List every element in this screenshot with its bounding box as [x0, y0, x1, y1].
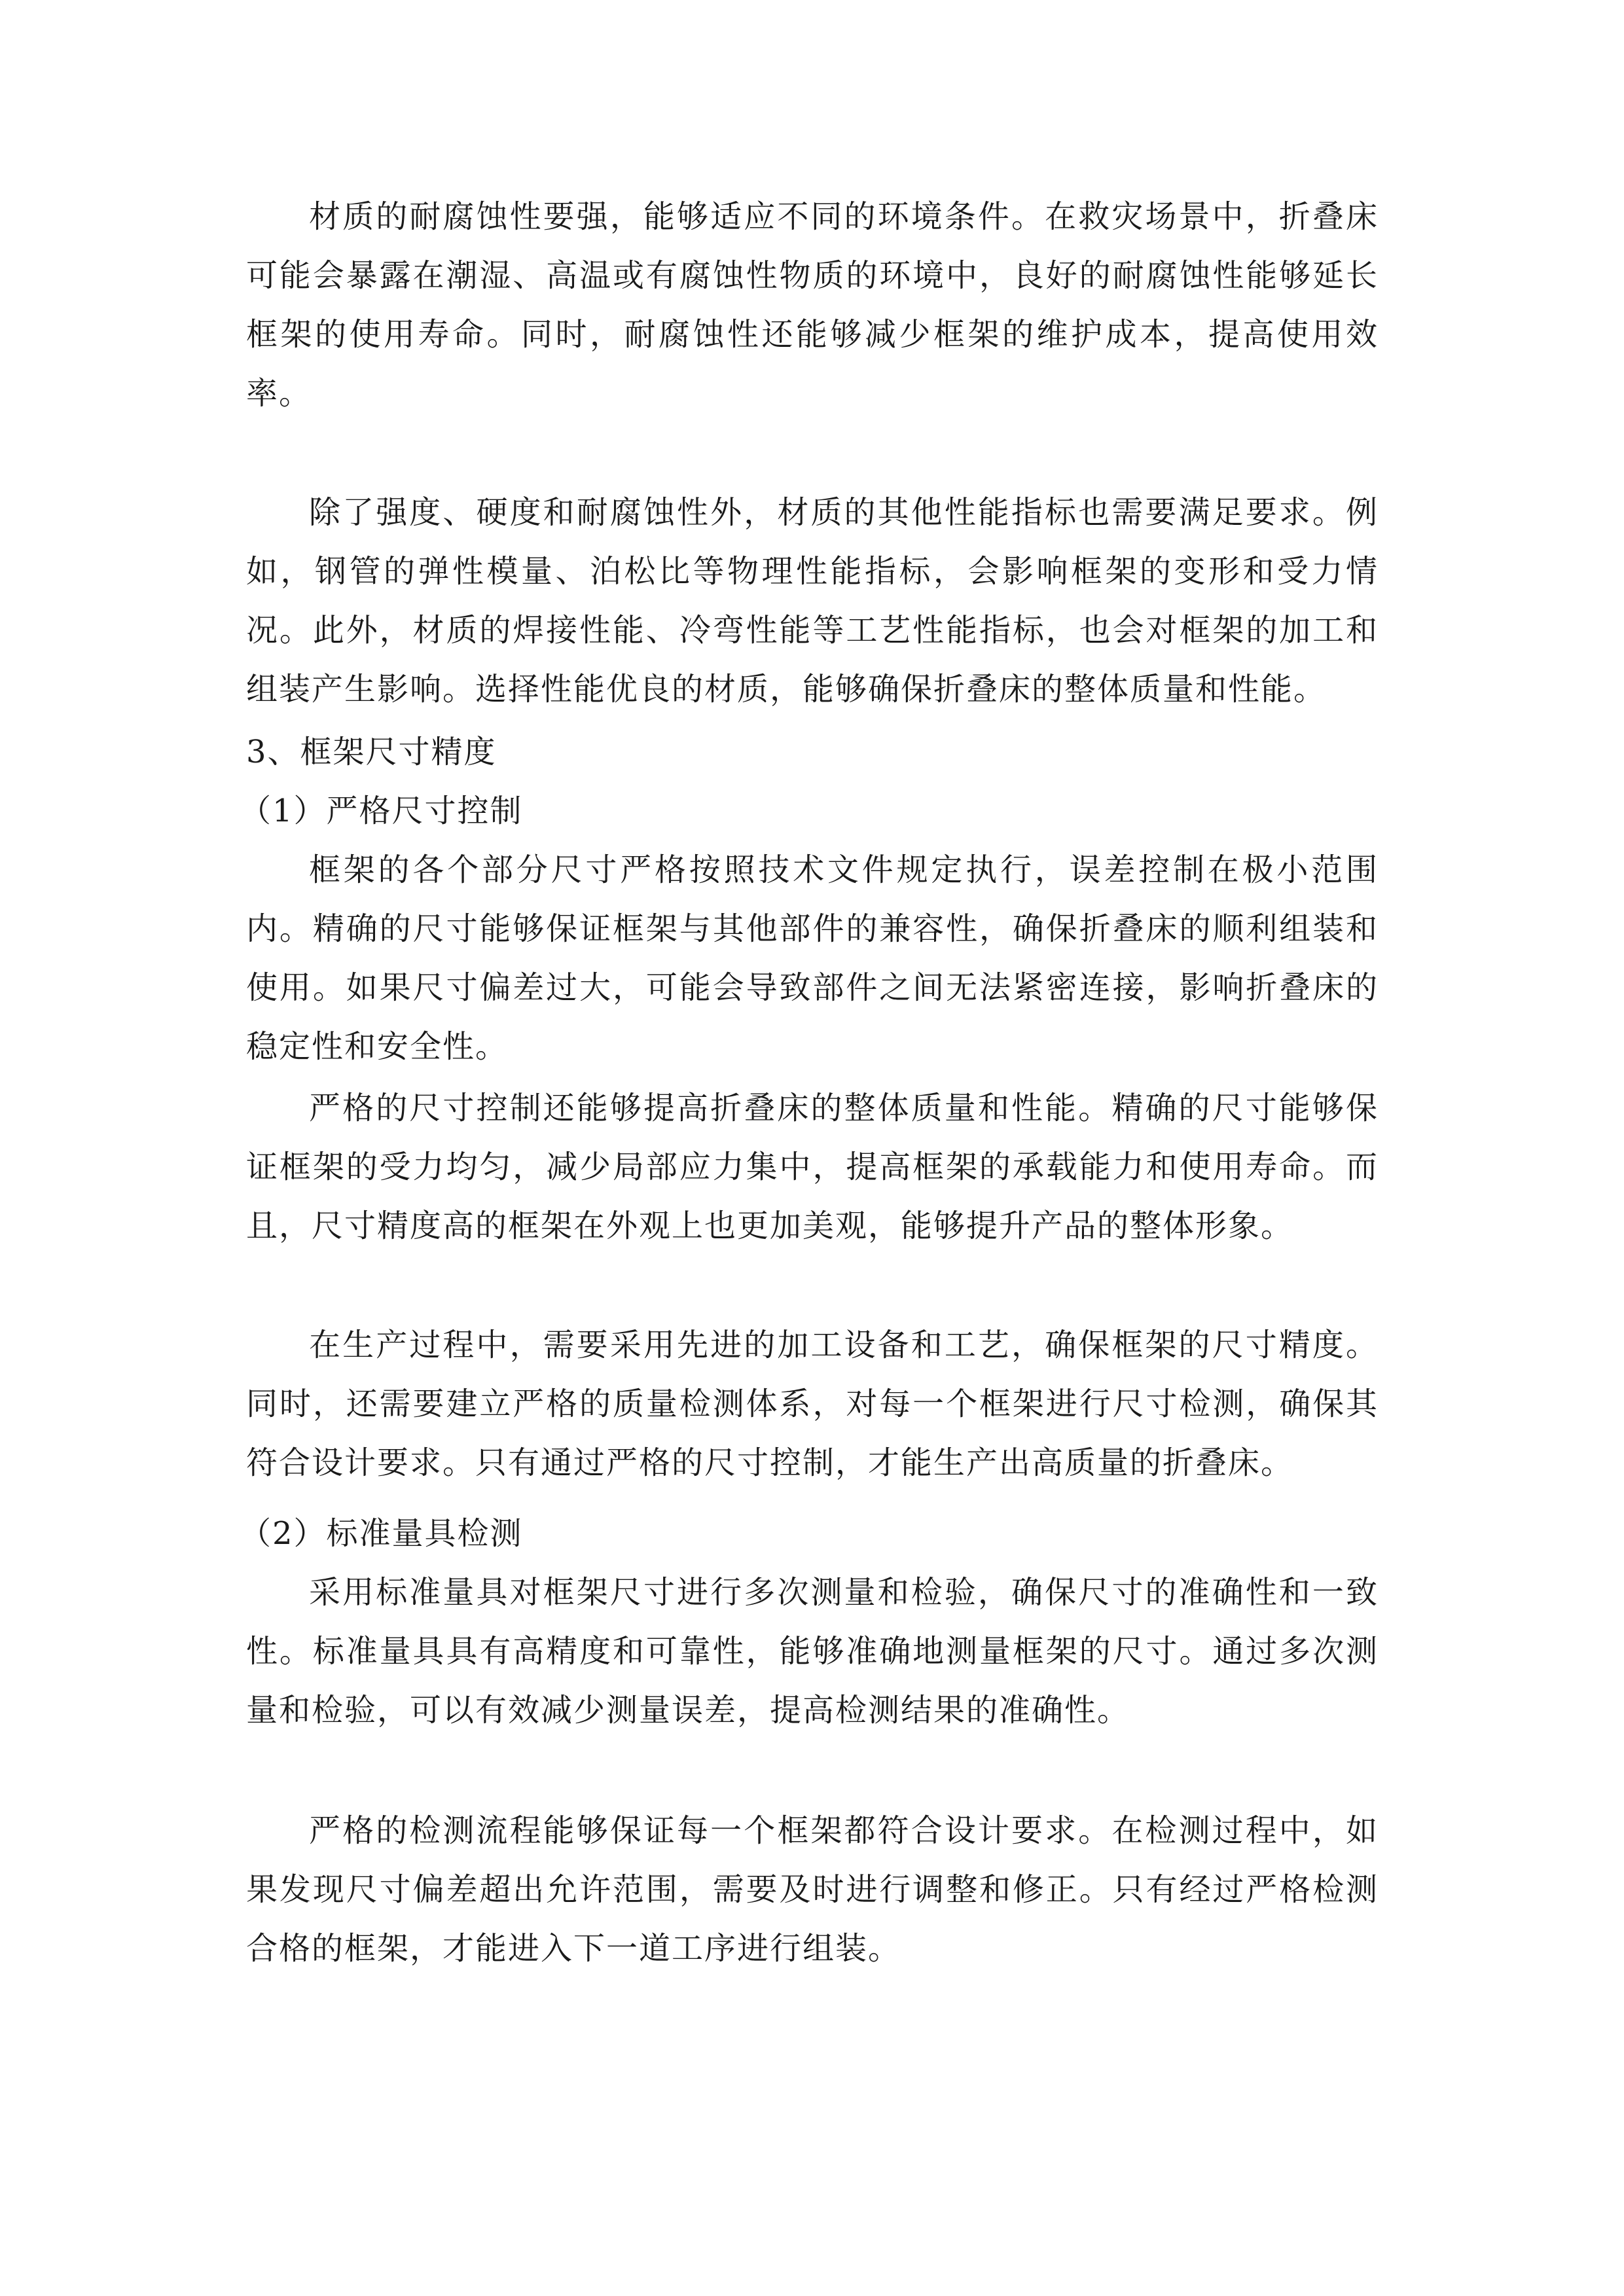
paragraph-dimension-quality: 严格的尺寸控制还能够提高折叠床的整体质量和性能。精确的尺寸能够保证框架的受力均匀，减少局部应力集中，提高框架的承载能力和使用寿命。而且，尺寸精度高的框架在外观上也更加美观，能够提升产品的整体形象。 — [246, 1090, 1379, 1244]
paragraph-standard-gauge: 采用标准量具对框架尺寸进行多次测量和检验，确保尺寸的准确性和一致性。标准量具具有高精度和可靠性，能够准确地测量框架的尺寸。通过多次测量和检验，可以有效减少测量误差，提高检测结果的准确性。 — [246, 1574, 1379, 1729]
paragraph-inspection-process: 严格的检测流程能够保证每一个框架都符合设计要求。在检测过程中，如果发现尺寸偏差超出允许范围，需要及时进行调整和修正。只有经过严格检测合格的框架，才能进入下一道工序进行组装。 — [246, 1812, 1379, 1967]
paragraph-corrosion-resistance: 材质的耐腐蚀性要强，能够适应不同的环境条件。在救灾场景中，折叠床可能会暴露在潮湿、高温或有腐蚀性物质的环境中，良好的耐腐蚀性能够延长框架的使用寿命。同时，耐腐蚀性还能够减少框架的维护成本，提高使用效率。 — [246, 198, 1379, 412]
paragraph-dimension-specification: 框架的各个部分尺寸严格按照技术文件规定执行，误差控制在极小范围内。精确的尺寸能够保证框架与其他部件的兼容性，确保折叠床的顺利组装和使用。如果尺寸偏差过大，可能会导致部件之间无法紧密连接，影响折叠床的稳定性和安全性。 — [246, 852, 1379, 1065]
subheading-strict-dimension-control: （1）严格尺寸控制 — [240, 793, 523, 829]
paragraph-other-properties: 除了强度、硬度和耐腐蚀性外，材质的其他性能指标也需要满足要求。例如，钢管的弹性模量、泊松比等物理性能指标，会影响框架的变形和受力情况。此外，材质的焊接性能、冷弯性能等工艺性能指标，也会对框架的加工和组装产生影响。选择性能优良的材质，能够确保折叠床的整体质量和性能。 — [246, 494, 1379, 708]
section-heading-frame-dimension-accuracy: 3、框架尺寸精度 — [246, 734, 497, 770]
subheading-standard-gauge-inspection: （2）标准量具检测 — [240, 1515, 523, 1552]
paragraph-production-process: 在生产过程中，需要采用先进的加工设备和工艺，确保框架的尺寸精度。同时，还需要建立严格的质量检测体系，对每一个框架进行尺寸检测，确保其符合设计要求。只有通过严格的尺寸控制，才能生产出高质量的折叠床。 — [246, 1327, 1379, 1481]
